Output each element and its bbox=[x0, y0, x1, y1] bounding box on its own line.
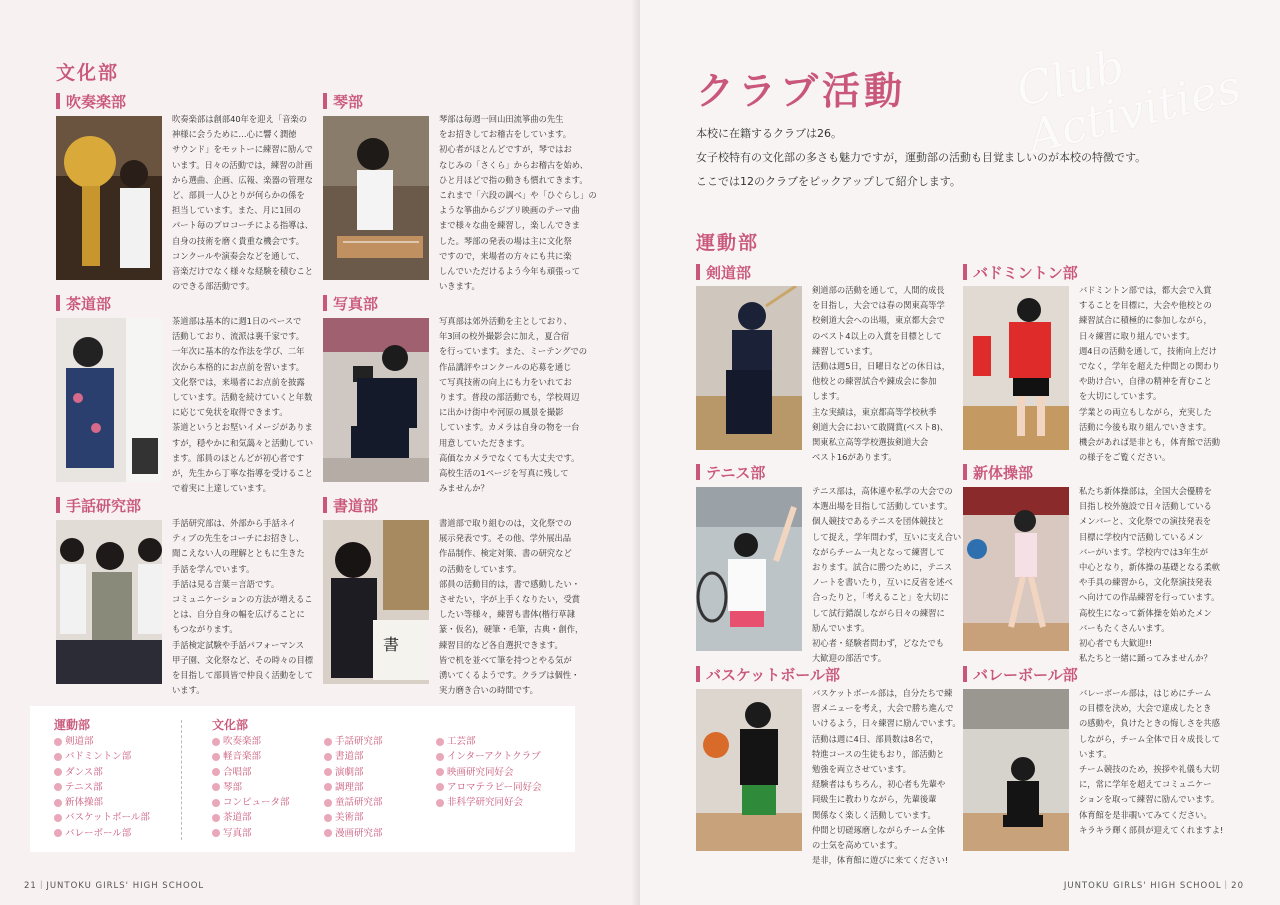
club-name: 写真部 bbox=[333, 294, 379, 313]
heading-bar bbox=[323, 295, 327, 311]
heading-bar bbox=[323, 93, 327, 109]
list-item: 手話研究部 bbox=[324, 734, 383, 749]
page-title: クラブ活動 bbox=[696, 69, 907, 113]
list-item: ダンス部 bbox=[54, 765, 150, 780]
club-text-koto: 琴部は毎週一回山田流箏曲の先生 をお招きしてお稽古をしています。 初心者がほとんどですが，琴ではお なじみの「さくら」からお稽古を始め、 ひと月ほどで指の動きも慣れてきます。 これまで「六段の調べ」や「ひぐらし」の ような箏曲からジブリ映画のテーマ曲 まで様々な曲を練習し，楽しんできま した。琴部の発表の場は主に文化祭 ですので，来場者の方々にも共に楽 しんでいただけるよう今年も頑張って いきます。 bbox=[439, 114, 597, 292]
gymnastics-photo bbox=[963, 487, 1069, 651]
club-text-tennis: テニス部は，高体連や私学の大会での 本選出場を目指して活動しています。 個人競技であるテニスを団体競技と して捉え，学年問わず，互いに支え合い ながらチーム一丸となって練習して おります。試合に勝つために，テニス ノートを書いたり，互いに反省を述べ 合ったりと，「考えること」を大切に して試行錯誤しながら日々の練習に 励んでいます。 初心者・経験者問わず，どなたでも 大歓迎の部活です。 bbox=[812, 486, 962, 664]
club-heading-shodo bbox=[323, 495, 378, 515]
list-item: 合唱部 bbox=[212, 765, 290, 780]
club-name: 茶道部 bbox=[66, 294, 112, 313]
club-text-shintaiso: 私たち新体操部は，全国大会優勝を 目指し校外施設で日々活動している メンバーと、文化祭での演技発表を 目標に学校内で活動しているメン バーがいます。学校内では3年生が 中心となり，新体操の基礎となる柔軟 や手具の練習から，文化祭演技発表 へ向けての作品練習を行っています。 高校生になって新体操を始めたメン バーもたくさんいます。 初心者でも大歓迎!! 私たちと一緒に踊ってみませんか？ bbox=[1079, 486, 1221, 664]
right-footer: JUNTOKU GIRLS' HIGH SCHOOL｜20 bbox=[1063, 881, 1244, 891]
club-name: バドミントン部 bbox=[973, 263, 1078, 282]
list-item: 演劇部 bbox=[324, 765, 383, 780]
club-heading-basket bbox=[696, 664, 840, 684]
club-name: 吹奏楽部 bbox=[66, 92, 127, 111]
club-list-box bbox=[30, 706, 575, 852]
club-text-suisogaku: 吹奏楽部は創部40年を迎え「音楽の 神様に会うために…心に響く潤徳 サウンド」をモットーに練習に励んで います。日々の活動では，練習の計画 から選曲、企画、広報、楽器の管理な ど、部員一人ひとりが何らかの係を 担当しています。また、月に1回の パート毎のプロコーチによる指導は、 自身の技術を磨く貴重な機会です。 コンクールや演奏会などを通して、 音楽だけでなく様々な経験を積むこと のできる部活動です。 bbox=[172, 114, 314, 292]
club-name: 琴部 bbox=[333, 92, 364, 111]
sports-list bbox=[54, 734, 150, 841]
club-text-sado: 茶道部は基本的に週1日のペースで 活動しており、流派は裏千家です。 一年次に基本的な作法を学び、二年 次から本格的にお点前を習います。 文化祭では，来場者にお点前を披露 しています。活動を続けていくと年数 に応じて免状を取得できます。 茶道というとお堅いイメージがありま すが，穏やかに和気藹々と活動してい ます。部員のほとんどが初心者です が，先生から丁寧な指導を受けること で着実に上達しています。 bbox=[172, 316, 314, 494]
list-item: 美術部 bbox=[324, 810, 383, 825]
club-activities-script: Club Activities bbox=[1010, 38, 1247, 164]
list-item: 吹奏楽部 bbox=[212, 734, 290, 749]
left-footer: 21｜JUNTOKU GIRLS' HIGH SCHOOL bbox=[24, 881, 205, 891]
club-name: 書道部 bbox=[333, 496, 379, 515]
list-item: インターアクトクラブ bbox=[436, 749, 542, 764]
heading-bar bbox=[323, 497, 327, 513]
list-item: 非科学研究同好会 bbox=[436, 795, 542, 810]
svg-text:書: 書 bbox=[383, 635, 400, 654]
club-text-basket: バスケットボール部は，自分たちで練 習メニューを考え，大会で勝ち進んで いけるよう，日々練習に励んでいます。 活動は週に4日、部員数は8名で， 特進コースの生徒もおり，部活動と 勉強を両立させています。 経験者はもちろん，初心者も先輩や 同級生に教わりながら，先輩後輩 関係なく楽しく活動しています。 仲間と切磋琢磨しながらチーム全体 の士気を高めています。 是非，体育館に遊びに来てください! bbox=[812, 688, 961, 866]
list-item: 童話研究部 bbox=[324, 795, 383, 810]
sign-language-photo bbox=[56, 520, 162, 684]
club-name: バスケットボール部 bbox=[706, 665, 840, 684]
heading-bar bbox=[696, 464, 700, 480]
tennis-photo bbox=[696, 487, 802, 651]
club-name: 新体操部 bbox=[973, 463, 1034, 482]
sports-list-title: 運動部 bbox=[54, 718, 91, 732]
heading-bar bbox=[56, 497, 60, 513]
photographer-photo bbox=[323, 318, 429, 482]
badminton-photo bbox=[963, 286, 1069, 450]
list-item: アロマテラピー同好会 bbox=[436, 780, 542, 795]
club-heading-badminton bbox=[963, 262, 1078, 282]
list-item: 映画研究同好会 bbox=[436, 765, 542, 780]
heading-bar bbox=[963, 264, 967, 280]
intro-text: 本校に在籍するクラブは26。 女子校特有の文化部の多さも魅力ですが，運動部の活動も目覚ましいのが本校の特徴です。 ここでは12のクラブをピックアップして紹介します。 bbox=[696, 127, 1147, 188]
heading-bar bbox=[963, 464, 967, 480]
list-item: バドミントン部 bbox=[54, 749, 150, 764]
club-text-shuwa: 手話研究部は、外部から手話ネイ ティブの先生をコーチにお招きし、 聞こえない人の理解とともに生きた 手話を学んでいます。 手話は見る言葉＝言語です。 コミュニケーションの方法が増えるこ とは、自分自身の幅を広げることに もつながります。 手話検定試験や手話パフォーマンス 甲子園、文化祭など、その時々の目標 を目指して部員皆で仲良く活動をして います。 bbox=[172, 518, 314, 696]
culture-list-col2 bbox=[324, 734, 383, 841]
list-item: 軽音楽部 bbox=[212, 749, 290, 764]
list-item: 茶道部 bbox=[212, 810, 290, 825]
list-item: テニス部 bbox=[54, 780, 150, 795]
club-text-shashin: 写真部は郊外活動を主としており、 年3回の校外撮影会に加え，夏合宿 を行っています。また、ミーテングでの 作品講評やコンクールの応募を通じ て写真技術の向上にも力をいれてお ります。普段の部活動でも，学校周辺 に出かけ街中や河原の風景を撮影 しています。カメラは自身の物を一台 用意していただきます。 高価なカメラでなくても大丈夫です。 高校生活の1ページを写真に残して みませんか？ bbox=[439, 316, 588, 494]
heading-bar bbox=[56, 295, 60, 311]
club-heading-sado bbox=[56, 293, 111, 313]
list-item: 調理部 bbox=[324, 780, 383, 795]
club-name: 手話研究部 bbox=[66, 496, 142, 515]
club-heading-kendo bbox=[696, 262, 751, 282]
list-item: コンピュータ部 bbox=[212, 795, 290, 810]
club-text-shodo: 書道部で取り組むのは，文化祭での 展示発表です。その他、学外展出品 作品制作、検定対策、書の研究など の活動をしています。 部員の活動目的は，書で感動したい・ させたい，字が上手くなりたい，受賞 したい等様々，練習も書体(楷行草隷 篆・仮名)，硬筆・毛筆，古典・創作， 練習目的など各自選択できます。 皆で机を並べて筆を持つとやる気が 湧いてくるようです。クラブは個性・ 実力磨き合いの時間です。 bbox=[439, 518, 584, 696]
list-item: 書道部 bbox=[324, 749, 383, 764]
club-name: バレーボール部 bbox=[973, 665, 1078, 684]
kendo-photo bbox=[696, 286, 802, 450]
list-item: 琴部 bbox=[212, 780, 290, 795]
list-item: 写真部 bbox=[212, 826, 290, 841]
culture-list-col1 bbox=[212, 734, 290, 841]
tea-ceremony-photo bbox=[56, 318, 162, 482]
sports-section-title: 運動部 bbox=[696, 232, 760, 254]
culture-list-col3 bbox=[436, 734, 542, 810]
club-heading-shintaiso bbox=[963, 462, 1033, 482]
list-item: 新体操部 bbox=[54, 795, 150, 810]
club-name: 剣道部 bbox=[706, 263, 752, 282]
club-heading-tennis bbox=[696, 462, 765, 482]
list-item: 漫画研究部 bbox=[324, 826, 383, 841]
list-item: 工芸部 bbox=[436, 734, 542, 749]
list-item: バレーボール部 bbox=[54, 826, 150, 841]
koto-player-photo bbox=[323, 116, 429, 280]
club-text-badminton: バドミントン部では，都大会で入賞 することを目標に，大会や他校との 練習試合に積極的に参加しながら， 日々練習に取り組んでいます。 週4日の活動を通して，技術向上だけ でなく，学年を超えた仲間との関わり や助け合い，自律の精神を育むこと を大切にしています。 学業との両立もしながら，充実した 活動に今後も取り組んでいきます。 機会があれば是非とも，体育館で活動 の様子をご覧ください。 bbox=[1079, 285, 1221, 463]
club-heading-suisogaku bbox=[56, 91, 126, 111]
list-item: 剣道部 bbox=[54, 734, 150, 749]
club-text-volley: バレーボール部は，はじめにチーム の目標を決め，大会で達成したとき の感動や，負けたときの悔しさを共感 しながら，チーム全体で日々成長して います。 チーム競技のため，挨拶や礼儀も大切 に，常に学年を超えてコミュニケー ションを取って練習に励んでいます。 体育館を是非覗いてみてください。 キラキラ輝く部員が迎えてくれますよ! bbox=[1079, 688, 1224, 835]
club-heading-shuwa bbox=[56, 495, 141, 515]
club-name: テニス部 bbox=[706, 463, 766, 482]
calligraphy-photo bbox=[323, 520, 429, 684]
culture-section-title: 文化部 bbox=[56, 62, 120, 84]
heading-bar bbox=[963, 666, 967, 682]
right-page bbox=[640, 0, 1280, 905]
heading-bar bbox=[696, 264, 700, 280]
club-heading-koto bbox=[323, 91, 363, 111]
list-item: バスケットボール部 bbox=[54, 810, 150, 825]
club-heading-shashin bbox=[323, 293, 378, 313]
heading-bar bbox=[56, 93, 60, 109]
tuba-player-photo bbox=[56, 116, 162, 280]
club-heading-volley bbox=[963, 664, 1078, 684]
club-text-kendo: 剣道部の活動を通して，人間的成長 を目指し，大会では春の関東高等学 校剣道大会への出場，東京都大会で のベスト4以上の入賞を目標として 練習しています。 活動は週5日，日曜日などの休日は， 他校との練習試合や錬成会に参加 します。 主な実績は，東京都高等学校秋季 剣道大会において敢闘賞(ベスト8)、 関東私立高等学校選抜剣道大会 ベスト16があります。 bbox=[812, 285, 951, 463]
basketball-photo bbox=[696, 689, 802, 851]
heading-bar bbox=[696, 666, 700, 682]
list-divider bbox=[181, 720, 182, 840]
volleyball-photo bbox=[963, 689, 1069, 851]
culture-list-title: 文化部 bbox=[212, 718, 249, 732]
